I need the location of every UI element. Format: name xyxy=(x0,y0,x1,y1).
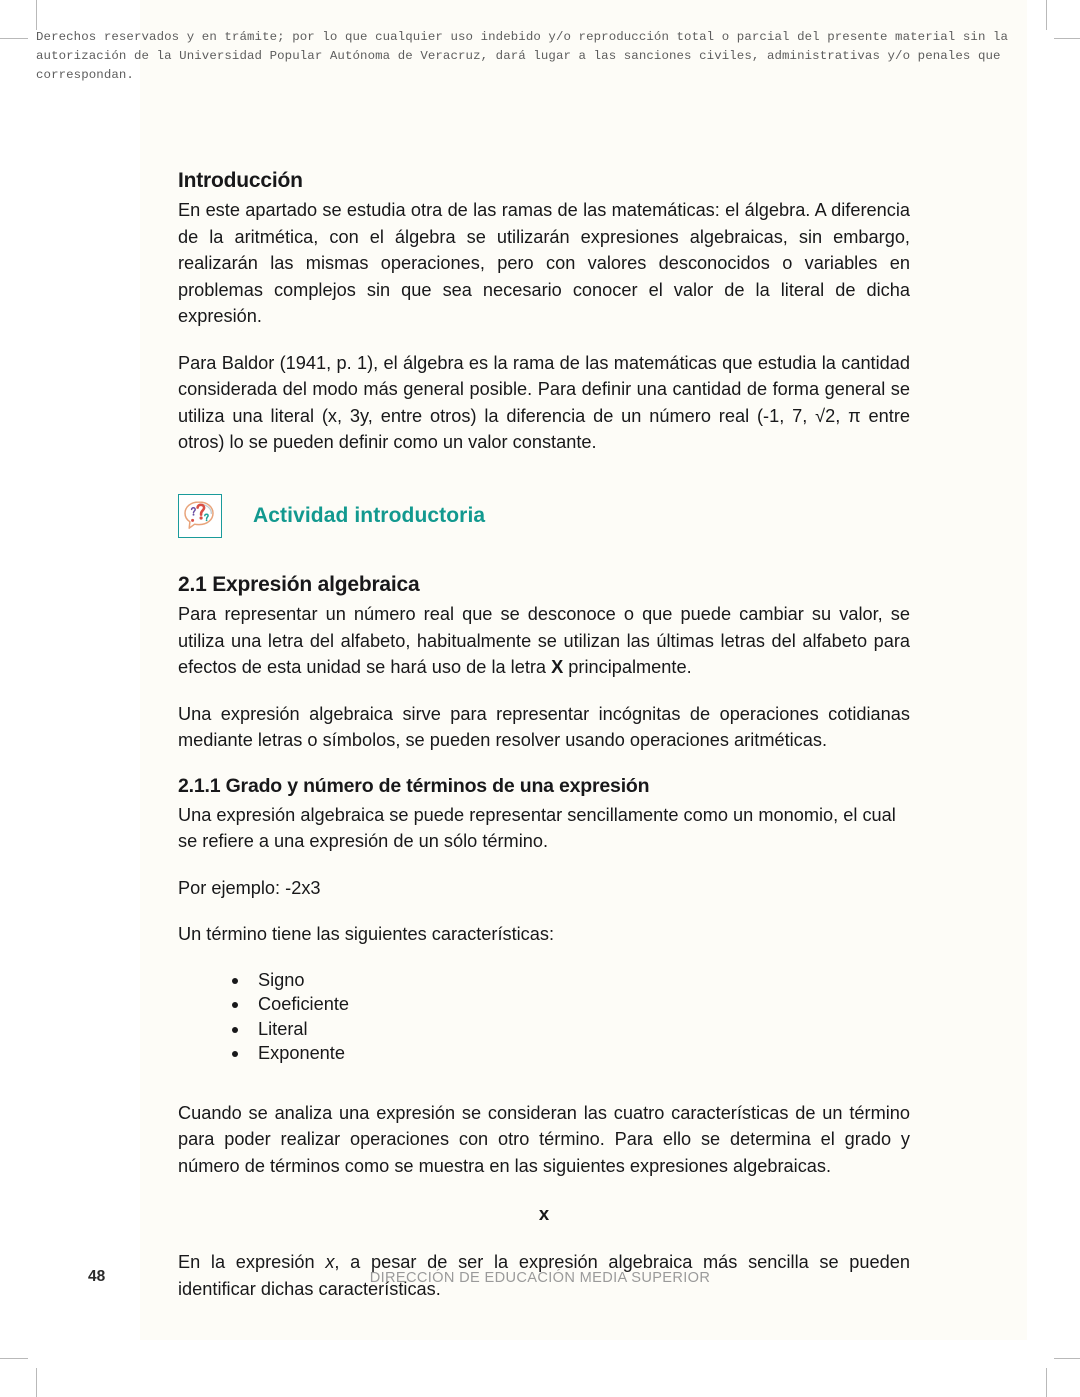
list-item: Signo xyxy=(232,968,910,993)
section-2-1-1-paragraph-5-part-a: En la expresión xyxy=(178,1252,326,1273)
activity-banner xyxy=(178,494,910,538)
term-features-list xyxy=(178,968,910,1066)
crop-mark-bottom-right-vertical xyxy=(1046,1368,1047,1397)
section-2-1-1-paragraph-1: Una expresión algebraica se puede representar sencillamente como un monomio, el cual se refiere a una expresión de un sólo término. xyxy=(178,804,896,852)
section-2-1-paragraph-2: Una expresión algebraica sirve para representar incógnitas de operaciones cotidianas mediante letras o símbolos, se pueden resolver usando operaciones aritméticas. xyxy=(178,703,910,750)
activity-label: Actividad introductoria xyxy=(253,503,486,527)
legal-notice-header: Derechos reservados y en trámite; por lo que cualquier uso indebido y/o reproducción total o parcial del presente material sin la autorización de la Universidad Popular Autónoma de Veracruz, dará lugar a las sanciones civiles, administrativas y/o penales que correspondan. xyxy=(36,30,1009,82)
heading-2-1-1-grado-y-numero-de-terminos: 2.1.1 Grado y número de términos de una expresión xyxy=(178,774,650,797)
crop-mark-top-right-vertical xyxy=(1046,0,1047,30)
spacer xyxy=(178,1066,910,1100)
footer-department-name: DIRECCIÓN DE EDUCACIÓN MEDIA SUPERIOR xyxy=(369,1270,711,1286)
section-2-1-paragraph-1-part-b: principalmente. xyxy=(563,657,692,677)
heading-introduccion: Introducción xyxy=(178,169,303,192)
list-item: Exponente xyxy=(232,1041,910,1066)
variable-x-italic: x xyxy=(325,1252,335,1273)
crop-mark-bottom-left-vertical xyxy=(36,1368,37,1397)
letter-x-emphasis: X xyxy=(551,657,564,677)
intro-paragraph-2: Para Baldor (1941, p. 1), el álgebra es la rama de las matemáticas que estudia la cantidad considerada del modo más general posible. Para definir una cantidad de forma general se utiliza una literal (x, 3y, entre otros) la diferencia de un número real (-1, 7, √2, π entre otros) lo se pueden definir como un valor constante. xyxy=(178,352,910,453)
centered-algebraic-expression: x xyxy=(538,1203,550,1225)
page-number: 48 xyxy=(88,1268,106,1285)
crop-mark-bottom-left-horizontal xyxy=(0,1358,28,1359)
section-2-1-1-paragraph-4: Cuando se analiza una expresión se consideran las cuatro características de un término para poder realizar operaciones con otro término. Para ello se determina el grado y número de términos como se muestra en las siguientes expresiones algebraicas. xyxy=(178,1102,910,1176)
list-item: Coeficiente xyxy=(232,992,910,1017)
section-2-1-1-paragraph-5-part-b: , a pesar de ser la expresión algebraica más sencilla se pueden identificar dichas características. xyxy=(178,1252,910,1299)
section-2-1-1-example: Por ejemplo: -2x3 xyxy=(178,877,321,898)
crop-mark-top-right-horizontal xyxy=(1054,38,1080,39)
crop-mark-top-left-vertical xyxy=(36,0,37,30)
question-bubble-icon xyxy=(178,494,222,538)
list-item: Literal xyxy=(232,1017,910,1042)
intro-paragraph-1: En este apartado se estudia otra de las ramas de las matemáticas: el álgebra. A diferencia de la aritmética, con el álgebra se utilizarán expresiones algebraicas, sin embargo, realizarán las mismas operaciones, pero con valores desconocidos o variables en problemas complejos sin que sea necesario conocer el valor de la literal de dicha expresión. xyxy=(178,200,910,327)
section-2-1-1-paragraph-3: Un término tiene las siguientes características: xyxy=(178,924,555,945)
heading-2-1-expresion-algebraica: 2.1 Expresión algebraica xyxy=(178,572,420,596)
section-2-1-paragraph-1 xyxy=(178,601,910,681)
crop-mark-top-left-horizontal xyxy=(0,38,28,39)
section-2-1-paragraph-1-part-a: Para representar un número real que se desconoce o que puede cambiar su valor, se utiliza una letra del alfabeto, habitualmente se utilizan las últimas letras del alfabeto para efectos de esta unidad se hará uso de la letra xyxy=(178,604,910,677)
crop-mark-bottom-right-horizontal xyxy=(1054,1358,1080,1359)
page-content xyxy=(178,168,910,1322)
